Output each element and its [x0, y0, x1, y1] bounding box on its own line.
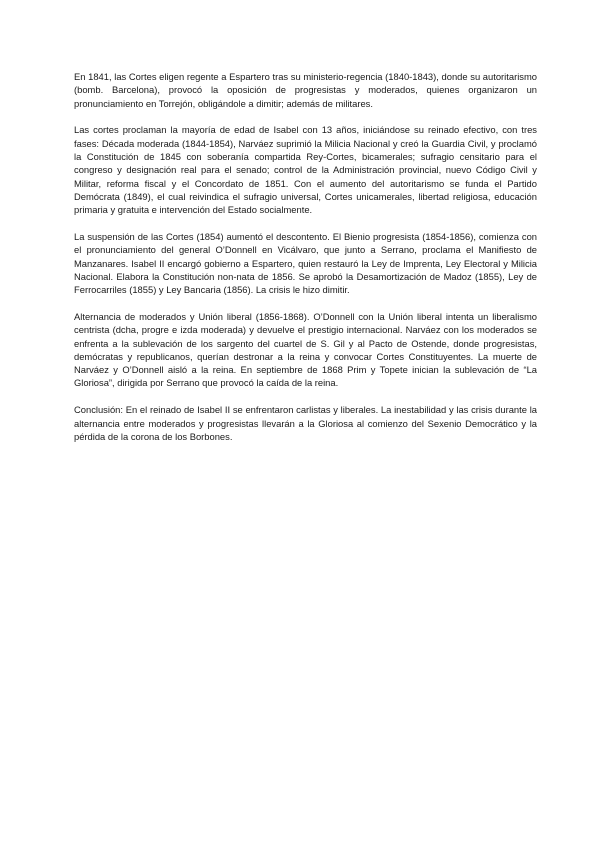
paragraph-espartero-regency: En 1841, las Cortes eligen regente a Espartero tras su ministerio-regencia (1840-1843), donde su autoritarismo (bomb. Barcelona), provocó la oposición de progresistas y moderados, quienes organizaron un pronunciamiento en Torrejón, obligándole a dimitir; además de militares.	[74, 71, 537, 109]
paragraph-decada-moderada: Las cortes proclaman la mayoría de edad de Isabel con 13 años, iniciándose su reinado efectivo, con tres fases: Década moderada (1844-1854), Narváez suprimió la Milicia Nacional y creó la Guardia Civil, y proclamó la Constitución de 1845 con soberanía compartida Rey-Cortes, bicamerales; sufragio censitario para el congreso y designación real para el senado; control de la Administración provincial, nuevo Código Civil y Militar, reforma fiscal y el Concordato de 1851. Con el aumento del autoritarismo se funda el Partido Demócrata (1849), el cual reivindica el sufragio universal, Cortes unicamerales, libertad religiosa, educación primaria y gratuita e intervención del Estado socialmente.	[74, 124, 537, 216]
document-body	[74, 70, 537, 457]
paragraph-alternancia: Alternancia de moderados y Unión liberal (1856-1868). O’Donnell con la Unión liberal intenta un liberalismo centrista (dcha, progre e izda moderada) y devuelve el prestigio internacional. Narváez con los moderados se enfrenta a la sublevación de los sargento del cuartel de S. Gil y al Pacto de Ostende, donde progresistas, demócratas y republicanos, querían destronar a la reina y convocar Cortes Constituyentes. La muerte de Narváez y O’Donnell aisló a la reina. En septiembre de 1868 Prim y Topete inician la sublevación de “La Gloriosa”, dirigida por Serrano que provocó la caída de la reina.	[74, 310, 537, 389]
paragraph-conclusion: Conclusión: En el reinado de Isabel II se enfrentaron carlistas y liberales. La inestabilidad y las crisis durante la alternancia entre moderados y progresistas llevarán a la Gloriosa al comienzo del Sexenio Democrático y la pérdida de la corona de los Borbones.	[74, 404, 537, 442]
paragraph-bienio-progresista: La suspensión de las Cortes (1854) aumentó el descontento. El Bienio progresista (1854-1856), comienza con el pronunciamiento del general O’Donnell en Vicálvaro, que junto a Serrano, proclama el Manifiesto de Manzanares. Isabel II encargó gobierno a Espartero, quien restauró la Ley de Imprenta, Ley Electoral y Milicia Nacional. Elabora la Constitución non-nata de 1856. Se aprobó la Desamortización de Madoz (1855), Ley de Ferrocarriles (1855) y Ley Bancaria (1856). La crisis le hizo dimitir.	[74, 230, 537, 296]
